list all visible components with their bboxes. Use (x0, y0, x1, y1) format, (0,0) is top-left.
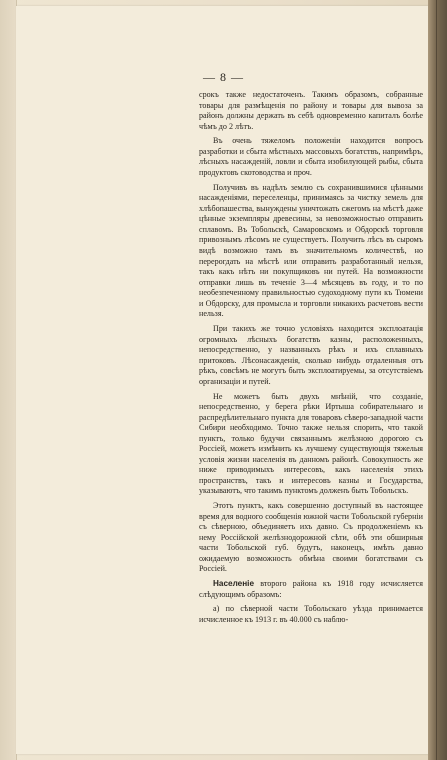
section-lead-word: Населеніе (213, 579, 254, 589)
paragraph-1: срокъ также недостаточенъ. Такимъ образомъ, собранные товары для размѣщенія по району и товары для вывоза за районъ должны держать въ себѣ одновременно капиталъ болѣе чѣмъ до 2 лѣтъ. (199, 90, 423, 131)
paragraph-3: Получивъ въ надѣлъ землю съ сохранившимися цѣнными насажденіями, переселенцы, принимаясь за чистку земель для хлѣбопашества, вынуждены уничтожать сжегомъ на мѣстѣ даже цѣнные экземпляры древесины, за невозможностью отправить сплавомъ. Въ Тобольскѣ, Самаровскомъ и Обдорскѣ торговля привознымъ лѣсомъ не существуетъ. Получить лѣсъ въ сыромъ видѣ возможно тамъ въ значительномъ количествѣ, но перерогдать на мѣстѣ или отправить разработанный нельзя, такъ какъ нѣтъ ни покупщиковъ ни путей. На возможности отправки лишь въ теченіе 3—4 мѣсяцевъ въ году, и то по необезпеченному правильностью судоходному пути къ Тюмени и Обдорску, для промысла и торговли никакихъ расчетовъ вести нельзя. (199, 182, 423, 319)
paragraph-8: а) по сѣверной части Тобольскаго уѣзда принимается исчисленное къ 1913 г. въ 40.000 съ наблю- (199, 604, 423, 625)
previous-page-edge (0, 0, 17, 760)
book-spine-line (436, 0, 437, 760)
paragraph-7-text: второго района къ 1918 году исчисляется слѣдующимъ образомъ: (199, 579, 423, 599)
book-spine-shadow (428, 0, 447, 760)
page-number: — 8 — (203, 70, 244, 84)
paragraph-5: Не можетъ быть двухъ мнѣній, что созданіе, непосредственно, у берега рѣки Иртыша собирательнаго и распредѣлительнаго пункта для товаровъ сѣверо-западной части Сибири необходимо. Точно также нельзя спорить, что такой пунктъ, только будучи связаннымъ желѣзною дорогою съ Россіей, можетъ измѣнить къ лучшему существующія тяжелыя условія жизни населенія въ данномъ районѣ. Совокупность же ниже приводимыхъ интересовъ, какъ населенія этихъ пространствъ, такъ и интересовъ казны и Государства, указываютъ, что такимъ пунктомъ долженъ быть Тобольскъ. (199, 391, 423, 496)
paragraph-2: Въ очень тяжеломъ положеніи находится вопросъ разработки и сбыта мѣстныхъ массовыхъ богатствъ, напримѣръ, лѣсныхъ насажденій, ловли и сбыта изобилующей рыбы, сбыта продуктовъ скотоводства и проч. (199, 136, 423, 178)
paragraph-4: При такихъ же точно условіяхъ находится эксплоатація огромныхъ лѣсныхъ богатствъ казны, расположенныхъ, непосредственно, у названныхъ рѣкъ и ихъ сплавныхъ притоковъ. Лѣсонасажденія, сколько нибудь отдаленныя отъ рѣкъ, совсѣмъ не могутъ быть эксплоатируемы, за отсутствіемъ организаціи и путей. (199, 324, 423, 386)
paragraph-6: Этотъ пунктъ, какъ совершенно доступный въ настоящее время для водного сообщенія южной части Тобольской губерніи съ сѣверною, объединяетъ ихъ давно. Съ продолженіемъ къ нему Россійской желѣзнодорожной сѣти, обѣ эти обширныя части Тобольской губ. будутъ, наконецъ, имѣть давно ожидаемую возможность обмѣна своими богатствами съ Россіей. (199, 501, 423, 574)
body-text (199, 90, 423, 630)
paragraph-7 (199, 579, 423, 600)
